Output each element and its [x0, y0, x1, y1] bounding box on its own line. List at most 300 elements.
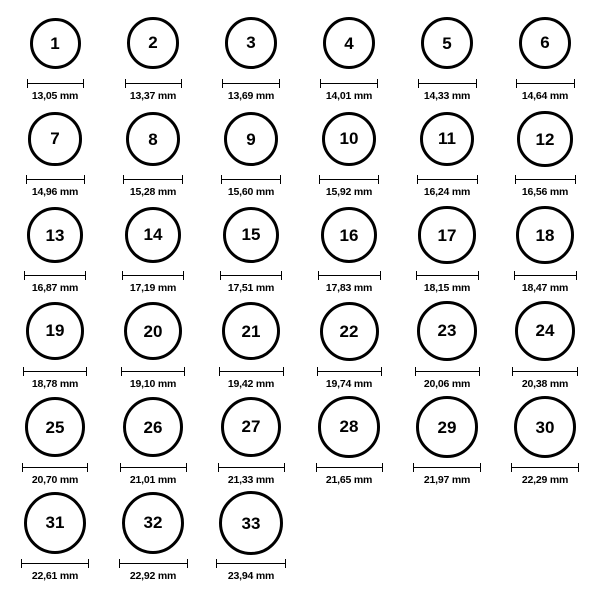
ring-size-cell: [6, 202, 104, 294]
measure-line: [222, 83, 280, 84]
ring-size-label: 7: [50, 129, 60, 149]
diameter-value: 15,28 mm: [129, 186, 177, 198]
measure-tick-right: [477, 175, 478, 184]
ring-circle: [418, 206, 475, 263]
diameter-value: 16,56 mm: [521, 186, 569, 198]
diameter-measure-bar: [415, 367, 480, 376]
ring-circle: [123, 397, 184, 458]
diameter-measure-bar: [220, 271, 282, 280]
diameter-value: 19,10 mm: [129, 378, 177, 390]
measure-tick-left: [121, 367, 122, 376]
measure-tick-left: [511, 463, 512, 472]
measure-tick-right: [285, 559, 286, 568]
diameter-measure-bar: [317, 367, 382, 376]
measure-tick-left: [24, 271, 25, 280]
measure-line: [26, 179, 85, 180]
ring-circle-wrap: [323, 10, 375, 76]
ring-size-label: 9: [246, 129, 256, 149]
diameter-value: 19,74 mm: [325, 378, 373, 390]
diameter-value: 16,87 mm: [31, 282, 79, 294]
measure-tick-right: [380, 271, 381, 280]
measure-tick-left: [222, 79, 223, 88]
measure-tick-right: [479, 367, 480, 376]
diameter-measure-bar: [121, 367, 185, 376]
diameter-value: 17,83 mm: [325, 282, 373, 294]
measure-tick-right: [281, 271, 282, 280]
diameter-value: 20,70 mm: [31, 474, 79, 486]
ring-size-label: 12: [535, 129, 555, 149]
measure-tick-right: [578, 463, 579, 472]
measure-tick-left: [417, 175, 418, 184]
ring-size-cell: [202, 298, 300, 390]
ring-size-label: 2: [148, 33, 158, 53]
ring-size-row: [6, 202, 594, 298]
measure-tick-right: [480, 463, 481, 472]
diameter-value: 18,78 mm: [31, 378, 79, 390]
ring-circle: [519, 17, 572, 70]
ring-circle-wrap: [122, 490, 185, 556]
ring-circle-wrap: [222, 298, 281, 364]
ring-circle-wrap: [519, 10, 572, 76]
measure-tick-right: [574, 79, 575, 88]
diameter-measure-bar: [24, 271, 86, 280]
diameter-value: 13,05 mm: [31, 90, 79, 102]
measure-tick-right: [279, 79, 280, 88]
ring-size-label: 18: [535, 225, 555, 245]
ring-size-cell: [398, 298, 496, 390]
ring-size-cell: [202, 106, 300, 198]
measure-tick-right: [83, 79, 84, 88]
ring-circle-wrap: [318, 394, 379, 460]
ring-size-label: 15: [241, 225, 261, 245]
ring-size-label: 32: [143, 513, 163, 533]
ring-size-label: 30: [535, 417, 555, 437]
measure-line: [416, 275, 479, 276]
ring-circle-wrap: [321, 202, 378, 268]
ring-circle: [222, 302, 281, 361]
ring-circle: [322, 112, 376, 166]
ring-circle-wrap: [320, 298, 379, 364]
diameter-measure-bar: [413, 463, 481, 472]
ring-size-label: 29: [437, 417, 457, 437]
measure-line: [317, 371, 382, 372]
diameter-measure-bar: [516, 79, 575, 88]
ring-size-label: 17: [437, 225, 457, 245]
ring-circle: [127, 17, 178, 68]
measure-line: [515, 179, 576, 180]
ring-size-label: 27: [241, 417, 261, 437]
ring-size-cell: [398, 10, 496, 102]
measure-tick-left: [512, 367, 513, 376]
ring-size-cell: [104, 10, 202, 102]
ring-circle-wrap: [27, 202, 83, 268]
measure-tick-right: [182, 175, 183, 184]
ring-circle-wrap: [516, 202, 574, 268]
ring-size-label: 10: [339, 129, 359, 149]
diameter-value: 22,92 mm: [129, 570, 177, 582]
measure-tick-left: [120, 463, 121, 472]
diameter-value: 14,01 mm: [325, 90, 373, 102]
measure-line: [320, 83, 378, 84]
diameter-value: 21,01 mm: [129, 474, 177, 486]
ring-circle-wrap: [127, 10, 178, 76]
measure-line: [119, 563, 188, 564]
ring-circle: [420, 112, 475, 167]
diameter-measure-bar: [125, 79, 182, 88]
ring-circle-wrap: [24, 490, 86, 556]
ring-size-row: [6, 394, 594, 490]
diameter-measure-bar: [21, 559, 89, 568]
diameter-measure-bar: [417, 175, 478, 184]
diameter-measure-bar: [514, 271, 577, 280]
measure-tick-right: [478, 271, 479, 280]
measure-tick-right: [183, 271, 184, 280]
ring-circle-wrap: [30, 10, 81, 76]
diameter-measure-bar: [219, 367, 284, 376]
measure-tick-right: [382, 463, 383, 472]
ring-size-cell: [6, 394, 104, 486]
measure-tick-left: [221, 175, 222, 184]
diameter-measure-bar: [511, 463, 579, 472]
ring-size-label: 28: [339, 417, 359, 437]
ring-size-label: 25: [45, 417, 65, 437]
ring-circle: [321, 207, 378, 264]
ring-circle-wrap: [421, 10, 474, 76]
measure-tick-right: [87, 463, 88, 472]
measure-line: [514, 275, 577, 276]
ring-size-label: 8: [148, 129, 158, 149]
diameter-measure-bar: [418, 79, 477, 88]
ring-size-row: [6, 298, 594, 394]
diameter-measure-bar: [27, 79, 84, 88]
ring-size-cell: [398, 202, 496, 294]
ring-size-cell: [300, 298, 398, 390]
measure-line: [318, 275, 381, 276]
measure-tick-left: [418, 79, 419, 88]
measure-tick-left: [122, 271, 123, 280]
measure-tick-left: [125, 79, 126, 88]
measure-tick-left: [218, 463, 219, 472]
measure-tick-left: [316, 463, 317, 472]
measure-line: [516, 83, 575, 84]
measure-tick-left: [317, 367, 318, 376]
ring-circle-wrap: [224, 106, 278, 172]
measure-line: [120, 467, 187, 468]
measure-tick-right: [85, 271, 86, 280]
ring-size-cell: [398, 106, 496, 198]
measure-tick-right: [576, 271, 577, 280]
ring-size-cell: [202, 10, 300, 102]
ring-circle: [514, 396, 576, 458]
diameter-measure-bar: [512, 367, 578, 376]
ring-circle: [27, 207, 83, 263]
diameter-measure-bar: [23, 367, 87, 376]
measure-line: [415, 371, 480, 372]
ring-size-cell: [300, 106, 398, 198]
measure-tick-right: [187, 559, 188, 568]
ring-circle: [122, 492, 185, 555]
ring-circle: [26, 302, 84, 360]
ring-circle: [515, 301, 575, 361]
diameter-value: 14,33 mm: [423, 90, 471, 102]
diameter-measure-bar: [123, 175, 183, 184]
measure-tick-left: [515, 175, 516, 184]
ring-circle-wrap: [225, 10, 277, 76]
ring-circle-wrap: [418, 202, 475, 268]
ring-size-cell: [496, 10, 594, 102]
ring-circle: [125, 207, 181, 263]
measure-line: [21, 563, 89, 564]
measure-tick-right: [575, 175, 576, 184]
ring-circle-wrap: [515, 298, 575, 364]
measure-tick-right: [184, 367, 185, 376]
ring-size-cell: [496, 298, 594, 390]
ring-size-label: 19: [45, 321, 65, 341]
measure-line: [220, 275, 282, 276]
diameter-measure-bar: [26, 175, 85, 184]
measure-line: [316, 467, 383, 468]
ring-circle: [126, 112, 180, 166]
measure-tick-right: [84, 175, 85, 184]
diameter-measure-bar: [515, 175, 576, 184]
ring-circle-wrap: [126, 106, 180, 172]
ring-circle: [416, 396, 478, 458]
ring-size-label: 26: [143, 417, 163, 437]
ring-circle: [25, 397, 85, 457]
measure-tick-left: [318, 271, 319, 280]
ring-size-cell: [496, 394, 594, 486]
diameter-value: 21,65 mm: [325, 474, 373, 486]
ring-circle: [224, 112, 278, 166]
ring-circle: [24, 492, 86, 554]
measure-tick-left: [413, 463, 414, 472]
diameter-measure-bar: [222, 79, 280, 88]
measure-line: [218, 467, 285, 468]
ring-size-cell: [202, 394, 300, 486]
ring-size-label: 23: [437, 321, 457, 341]
ring-size-cell: [104, 298, 202, 390]
ring-size-cell: [496, 106, 594, 198]
ring-size-cell: [202, 490, 300, 582]
measure-tick-left: [119, 559, 120, 568]
diameter-value: 18,47 mm: [521, 282, 569, 294]
ring-size-label: 1: [50, 33, 60, 53]
measure-line: [23, 371, 87, 372]
diameter-value: 18,15 mm: [423, 282, 471, 294]
ring-circle: [417, 301, 476, 360]
ring-size-label: 3: [246, 33, 256, 53]
measure-tick-right: [381, 367, 382, 376]
ring-size-cell: [398, 394, 496, 486]
measure-tick-left: [216, 559, 217, 568]
measure-tick-right: [280, 175, 281, 184]
ring-circle: [421, 17, 474, 70]
diameter-value: 14,64 mm: [521, 90, 569, 102]
ring-circle: [124, 302, 182, 360]
measure-line: [123, 179, 183, 180]
ring-size-cell: [6, 490, 104, 582]
ring-size-label: 22: [339, 321, 359, 341]
diameter-value: 21,33 mm: [227, 474, 275, 486]
measure-line: [27, 83, 84, 84]
diameter-value: 17,19 mm: [129, 282, 177, 294]
diameter-measure-bar: [318, 271, 381, 280]
measure-tick-left: [516, 79, 517, 88]
measure-line: [122, 275, 184, 276]
measure-tick-right: [88, 559, 89, 568]
ring-circle: [320, 302, 379, 361]
ring-circle: [225, 17, 277, 69]
ring-size-cell: [300, 10, 398, 102]
diameter-measure-bar: [221, 175, 281, 184]
measure-tick-left: [22, 463, 23, 472]
measure-tick-right: [377, 79, 378, 88]
measure-tick-right: [181, 79, 182, 88]
measure-tick-right: [186, 463, 187, 472]
ring-size-cell: [6, 10, 104, 102]
ring-circle: [517, 111, 572, 166]
measure-tick-left: [123, 175, 124, 184]
ring-size-label: 16: [339, 225, 359, 245]
ring-size-label: 13: [45, 225, 65, 245]
diameter-value: 22,29 mm: [521, 474, 569, 486]
diameter-value: 16,24 mm: [423, 186, 471, 198]
measure-tick-right: [86, 367, 87, 376]
ring-circle-wrap: [416, 394, 478, 460]
ring-circle: [30, 18, 81, 69]
diameter-value: 20,38 mm: [521, 378, 569, 390]
measure-line: [512, 371, 578, 372]
measure-line: [417, 179, 478, 180]
measure-tick-right: [283, 367, 284, 376]
ring-size-cell: [300, 202, 398, 294]
ring-size-cell: [104, 394, 202, 486]
measure-line: [216, 563, 286, 564]
diameter-value: 23,94 mm: [227, 570, 275, 582]
diameter-value: 19,42 mm: [227, 378, 275, 390]
diameter-measure-bar: [216, 559, 286, 568]
measure-line: [511, 467, 579, 468]
measure-tick-right: [577, 367, 578, 376]
diameter-value: 13,69 mm: [227, 90, 275, 102]
measure-line: [125, 83, 182, 84]
ring-size-label: 21: [241, 321, 261, 341]
ring-size-label: 11: [438, 129, 456, 149]
ring-size-label: 6: [540, 33, 550, 53]
measure-line: [221, 179, 281, 180]
measure-line: [413, 467, 481, 468]
ring-size-label: 4: [344, 33, 354, 53]
ring-circle-wrap: [124, 298, 182, 364]
measure-line: [319, 179, 379, 180]
ring-size-cell: [104, 490, 202, 582]
measure-tick-left: [26, 175, 27, 184]
ring-size-label: 31: [45, 513, 65, 533]
ring-circle-wrap: [26, 298, 84, 364]
diameter-measure-bar: [22, 463, 88, 472]
ring-circle-wrap: [221, 394, 282, 460]
ring-size-row: [6, 490, 594, 586]
ring-circle: [223, 207, 279, 263]
measure-tick-left: [514, 271, 515, 280]
measure-tick-left: [21, 559, 22, 568]
ring-size-label: 14: [143, 225, 163, 245]
ring-circle-wrap: [123, 394, 184, 460]
measure-tick-right: [378, 175, 379, 184]
measure-tick-left: [320, 79, 321, 88]
diameter-measure-bar: [218, 463, 285, 472]
diameter-value: 15,92 mm: [325, 186, 373, 198]
measure-tick-left: [319, 175, 320, 184]
ring-circle-wrap: [420, 106, 475, 172]
diameter-value: 15,60 mm: [227, 186, 275, 198]
ring-size-row: [6, 106, 594, 202]
ring-circle-wrap: [28, 106, 81, 172]
ring-circle-wrap: [125, 202, 181, 268]
diameter-measure-bar: [316, 463, 383, 472]
ring-size-row: [6, 10, 594, 106]
measure-tick-right: [476, 79, 477, 88]
ring-size-label: 5: [442, 33, 452, 53]
measure-tick-left: [23, 367, 24, 376]
diameter-value: 14,96 mm: [31, 186, 79, 198]
diameter-value: 21,97 mm: [423, 474, 471, 486]
ring-size-cell: [104, 106, 202, 198]
ring-circle-wrap: [514, 394, 576, 460]
measure-tick-left: [416, 271, 417, 280]
measure-line: [219, 371, 284, 372]
ring-size-label: 24: [535, 321, 555, 341]
ring-size-cell: [6, 298, 104, 390]
ring-circle: [516, 206, 574, 264]
diameter-value: 17,51 mm: [227, 282, 275, 294]
measure-line: [418, 83, 477, 84]
ring-circle: [318, 396, 379, 457]
measure-line: [22, 467, 88, 468]
diameter-value: 22,61 mm: [31, 570, 79, 582]
diameter-value: 13,37 mm: [129, 90, 177, 102]
ring-size-cell: [300, 394, 398, 486]
diameter-measure-bar: [119, 559, 188, 568]
ring-circle-wrap: [25, 394, 85, 460]
ring-circle: [323, 17, 375, 69]
ring-circle-wrap: [322, 106, 376, 172]
measure-tick-left: [415, 367, 416, 376]
ring-size-cell: [104, 202, 202, 294]
measure-tick-right: [284, 463, 285, 472]
ring-size-label: 33: [241, 513, 261, 533]
measure-tick-left: [219, 367, 220, 376]
ring-circle: [221, 397, 282, 458]
measure-line: [24, 275, 86, 276]
diameter-measure-bar: [122, 271, 184, 280]
ring-circle-wrap: [517, 106, 572, 172]
ring-circle: [219, 491, 283, 555]
ring-circle-wrap: [223, 202, 279, 268]
ring-size-cell: [496, 202, 594, 294]
diameter-measure-bar: [416, 271, 479, 280]
diameter-value: 20,06 mm: [423, 378, 471, 390]
diameter-measure-bar: [320, 79, 378, 88]
ring-circle: [28, 112, 81, 165]
diameter-measure-bar: [319, 175, 379, 184]
measure-tick-left: [220, 271, 221, 280]
ring-circle-wrap: [417, 298, 476, 364]
ring-size-cell: [6, 106, 104, 198]
measure-line: [121, 371, 185, 372]
ring-size-label: 20: [143, 321, 163, 341]
ring-size-cell: [202, 202, 300, 294]
